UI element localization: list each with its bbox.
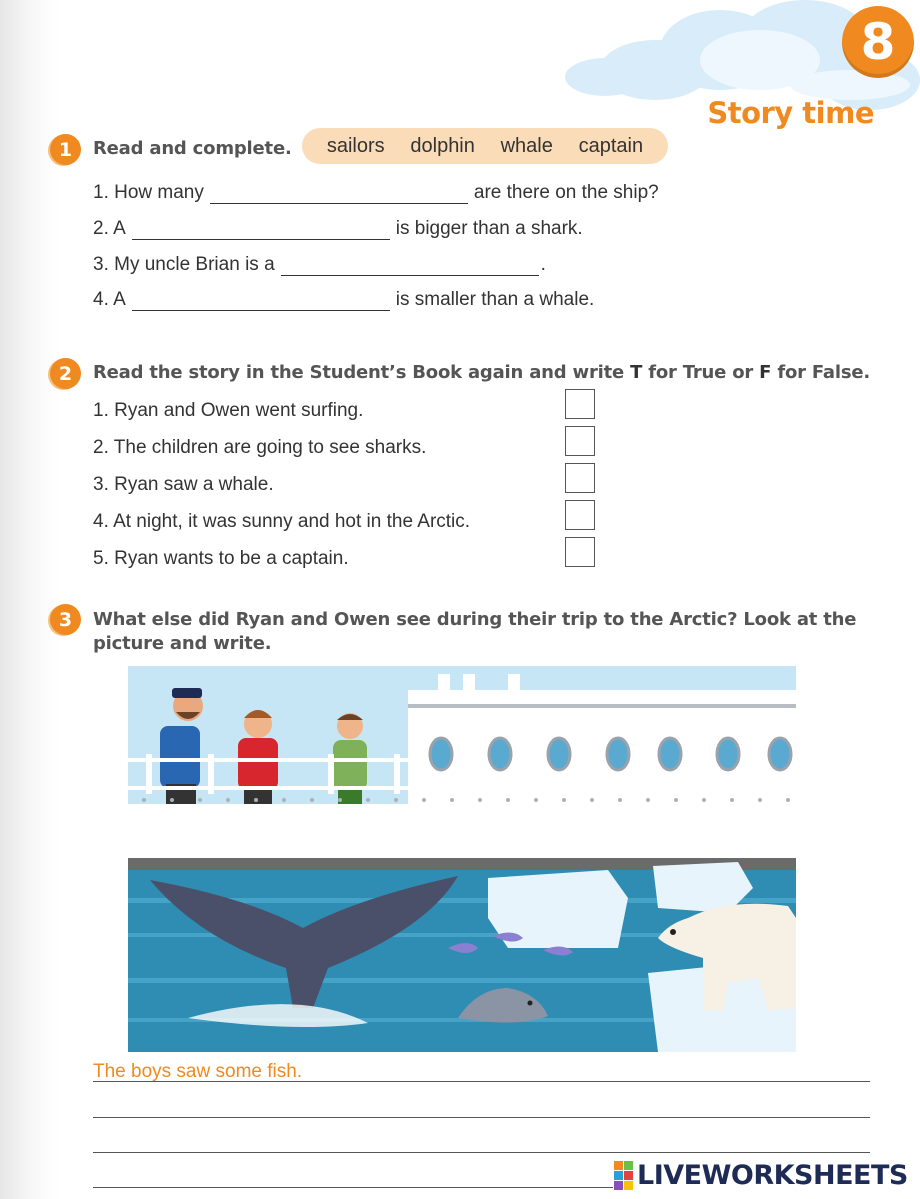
word-bank-item: captain: [578, 134, 644, 157]
sentence-text: 4. A: [93, 289, 126, 310]
tf-answer-box-2[interactable]: [565, 426, 595, 456]
word-bank-item: dolphin: [410, 134, 475, 157]
section-2-number: 2: [50, 358, 81, 389]
answer-line-3[interactable]: [93, 1152, 870, 1153]
instruction-text: for False.: [771, 362, 870, 383]
complete-sentence-1: [93, 182, 659, 204]
instruction-text: for True or: [642, 362, 760, 383]
answer-line-2[interactable]: [93, 1117, 870, 1118]
answer-line-1[interactable]: [93, 1081, 870, 1082]
statement-4: 4. At night, it was sunny and hot in the Arctic.: [93, 511, 471, 532]
sentence-text: .: [540, 254, 546, 275]
word-bank: [302, 128, 668, 164]
unit-number-badge: 8: [842, 6, 914, 78]
answer-line-4[interactable]: [93, 1187, 613, 1188]
complete-sentence-3: [93, 254, 546, 276]
false-letter: F: [759, 362, 772, 383]
tf-answer-box-1[interactable]: [565, 389, 595, 419]
sentence-text: 3. My uncle Brian is a: [93, 254, 275, 275]
statement-5: 5. Ryan wants to be a captain.: [93, 548, 349, 569]
sentence-text: is bigger than a shark.: [395, 218, 583, 239]
liveworksheets-logo: [614, 1160, 908, 1191]
answer-blank-3[interactable]: [281, 256, 539, 276]
section-2-instruction: [93, 361, 870, 385]
word-bank-item: whale: [500, 134, 553, 157]
section-1-instruction: Read and complete.: [93, 138, 292, 159]
section-3-number: 3: [50, 604, 81, 635]
statement-1: 1. Ryan and Owen went surfing.: [93, 400, 364, 421]
statement-2: 2. The children are going to see sharks.: [93, 437, 427, 458]
tf-answer-box-5[interactable]: [565, 537, 595, 567]
sentence-text: 1. How many: [93, 182, 204, 203]
sentence-text: 2. A: [93, 218, 126, 239]
example-answer: The boys saw some fish.: [93, 1061, 303, 1082]
section-3-instruction: What else did Ryan and Owen see during their trip to the Arctic? Look at the picture and write.: [93, 609, 857, 654]
sentence-text: are there on the ship?: [473, 182, 659, 203]
arctic-sea-illustration: [128, 858, 796, 1052]
answer-blank-1[interactable]: [210, 184, 468, 204]
answer-blank-2[interactable]: [132, 220, 390, 240]
arctic-sea-picture: [128, 858, 796, 1052]
brand-mark-icon: [614, 1161, 633, 1190]
complete-sentence-4: [93, 289, 594, 311]
page-title: Story time: [707, 96, 874, 130]
sentence-text: is smaller than a whale.: [395, 289, 595, 310]
statement-3: 3. Ryan saw a whale.: [93, 474, 274, 495]
tf-answer-box-3[interactable]: [565, 463, 595, 493]
tf-answer-box-4[interactable]: [565, 500, 595, 530]
ship-deck-illustration: [128, 666, 796, 804]
answer-blank-4[interactable]: [132, 291, 390, 311]
true-letter: T: [630, 362, 643, 383]
ship-deck-picture: [128, 666, 796, 804]
brand-name: LIVEWORKSHEETS: [637, 1160, 908, 1191]
section-1-number: 1: [50, 134, 81, 165]
instruction-text: Read the story in the Student’s Book again and write: [93, 362, 631, 383]
complete-sentence-2: [93, 218, 583, 240]
word-bank-item: sailors: [326, 134, 385, 157]
